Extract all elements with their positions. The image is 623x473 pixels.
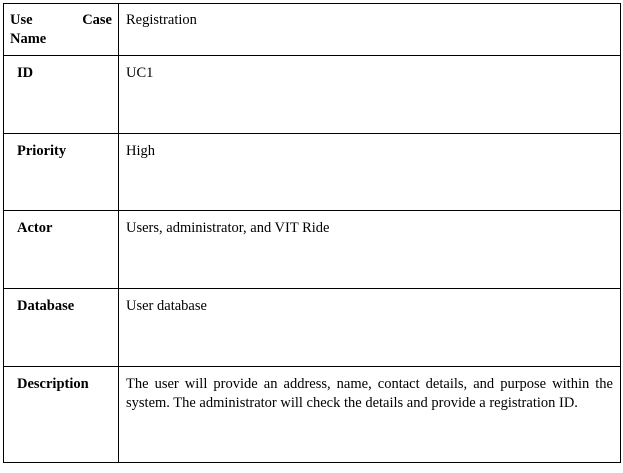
label-description: Description [17,376,89,392]
table-row-actor [4,211,621,289]
value-cell-database [119,289,621,367]
table-row-use-case-name [4,4,621,56]
value-use-case-name: Registration [126,12,197,28]
value-cell-actor [119,211,621,289]
value-database: User database [126,298,207,314]
table-row-description [4,367,621,463]
value-cell-use-case-name [119,4,621,56]
value-description: The user will provide an address, name, contact details, and purpose within the system. The administrator will check the details and provide a registration ID. [126,376,613,411]
label-cell-description [4,367,119,463]
value-cell-id [119,56,621,134]
value-priority: High [126,143,155,159]
label-cell-actor [4,211,119,289]
label-actor: Actor [17,220,53,236]
label-cell-priority [4,134,119,211]
label-use-case: Use Case [10,12,112,28]
table-row-id [4,56,621,134]
table-row-database [4,289,621,367]
value-cell-priority [119,134,621,211]
value-id: UC1 [126,65,154,81]
label-name: Name [10,31,47,47]
label-cell-database [4,289,119,367]
use-case-table [3,3,621,463]
label-database: Database [17,298,75,314]
value-actor: Users, administrator, and VIT Ride [126,220,330,236]
table-row-priority [4,134,621,211]
value-cell-description [119,367,621,463]
label-id: ID [17,65,34,81]
label-priority: Priority [17,143,67,159]
label-cell-id [4,56,119,134]
label-cell-use-case-name [4,4,119,56]
